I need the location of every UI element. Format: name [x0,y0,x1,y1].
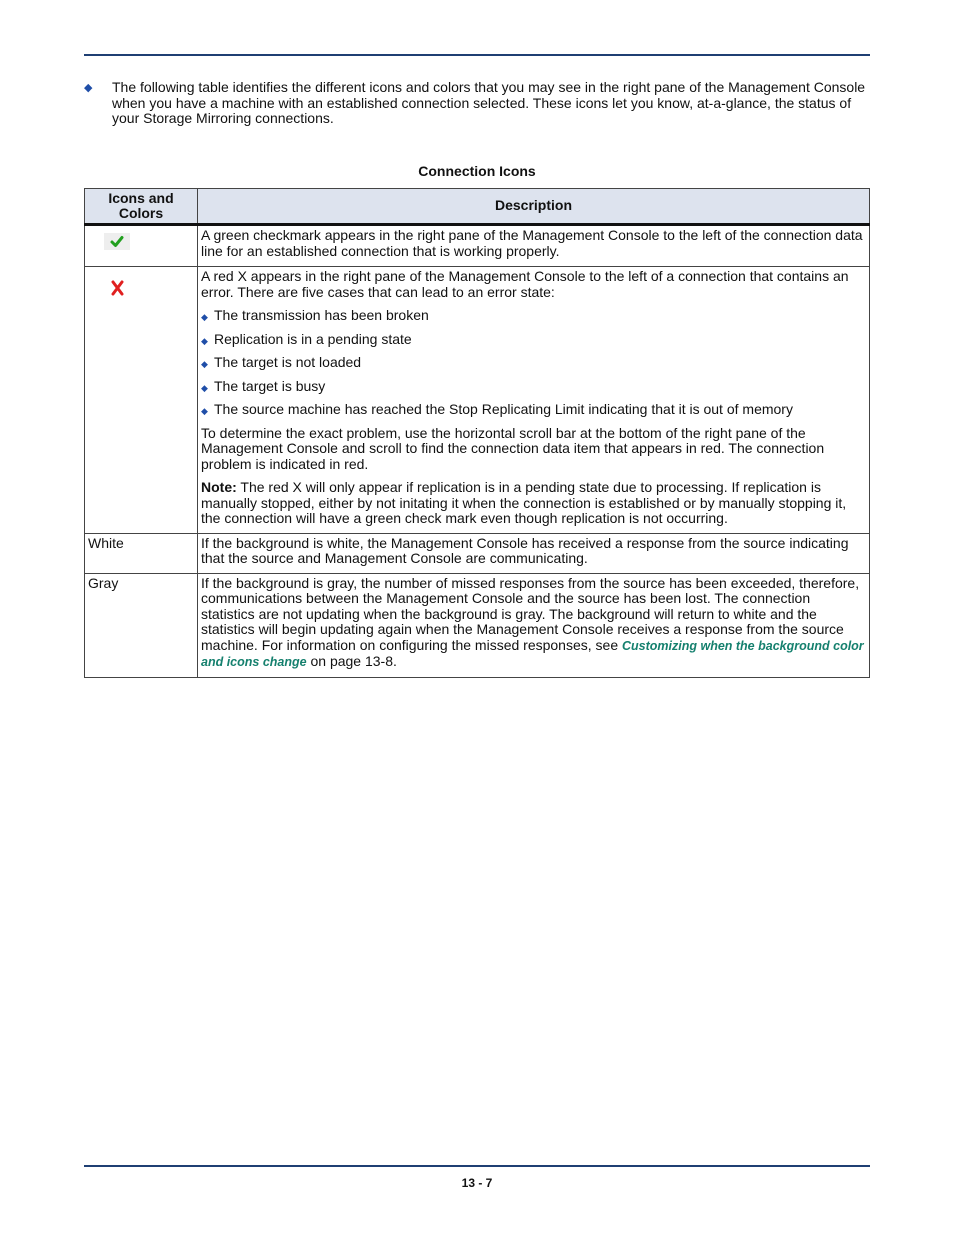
row-description: A green checkmark appears in the right pane of the Management Console to the left of the connection data line for an established connection that is working properly. [201,227,863,259]
list-item: ◆ Replication is in a pending state [201,332,866,348]
header-icons-and-colors: Icons and Colors [85,189,198,225]
list-item: ◆ The source machine has reached the Stop Replicating Limit indicating that it is out of memory [201,402,866,418]
green-checkmark-icon [104,233,130,250]
diamond-bullet-icon: ◆ [84,82,93,94]
header-description: Description [198,189,870,225]
description-cell [198,533,870,573]
diamond-bullet-icon: ◆ [201,382,208,393]
description-cell [198,267,870,534]
list-item: ◆ The transmission has been broken [201,308,866,324]
list-item: ◆ The target is busy [201,379,866,395]
row-description: A red X appears in the right pane of the Management Console to the left of a connection that contains an error. There are five cases that can lead to an error state: [201,268,849,300]
table-header-row [85,189,870,225]
note-text: The red X will only appear if replication is in a pending state due to processing. If replication is manually stopped, either by not initating it when the connection is established or by manually stopping it, the connection will have a green check mark even though replication is not occurring. [201,479,847,526]
customizing-background-link[interactable]: Customizing when the background color and icons change [201,638,864,669]
icon-cell [85,267,198,534]
color-label: Gray [88,574,119,591]
diamond-bullet-icon: ◆ [201,312,208,322]
intro-paragraph [84,80,870,127]
description-cell [198,573,870,677]
row-description: If the background is white, the Management Console has received a response from the source indicating that the source and Management Console are communicating. [201,534,849,566]
page-number: 13 - 7 [461,1176,493,1190]
error-cases-list [201,308,866,418]
icon-cell [85,225,198,267]
top-rule [84,54,870,56]
intro-text: The following table identifies the different icons and colors that you may see in the right pane of the Management Console when you have a machine with an established connection selected. These icons let you know, at-a-glance, the status of your Storage Mirroring connections. [112,79,866,126]
color-label-cell [85,573,198,677]
connection-icons-table [84,188,870,678]
diamond-bullet-icon: ◆ [201,335,208,346]
table-row [85,533,870,573]
table-row [85,573,870,677]
color-label: White [88,534,124,551]
color-label-cell [85,533,198,573]
row-followup: To determine the exact problem, use the horizontal scroll bar at the bottom of the right pane of the Management Console and scroll to find the connection data item that appears in red. The connection problem is indicated in red. [201,424,825,472]
table-row [85,267,870,534]
description-cell [198,225,870,267]
list-item: ◆ The target is not loaded [201,355,866,371]
diamond-bullet-icon: ◆ [201,406,208,416]
note-label: Note: [201,479,237,495]
note-paragraph [201,480,866,527]
table-caption: Connection Icons [418,163,536,179]
bottom-rule [84,1165,870,1167]
table-row [85,225,870,267]
red-x-icon [109,279,127,297]
diamond-bullet-icon: ◆ [201,359,208,369]
row-description: If the background is gray, the number of missed responses from the source has been exceeded, therefore, communications between the Management Console and the source has been lost. The connection statistics are not updating when the background is gray. The background will return to white and the statistics will begin updating again when the Management Console receives a response from the source machine. For information on configuring the missed responses, see Customizing when the background color and icons change on page 13-8. [201,574,864,669]
